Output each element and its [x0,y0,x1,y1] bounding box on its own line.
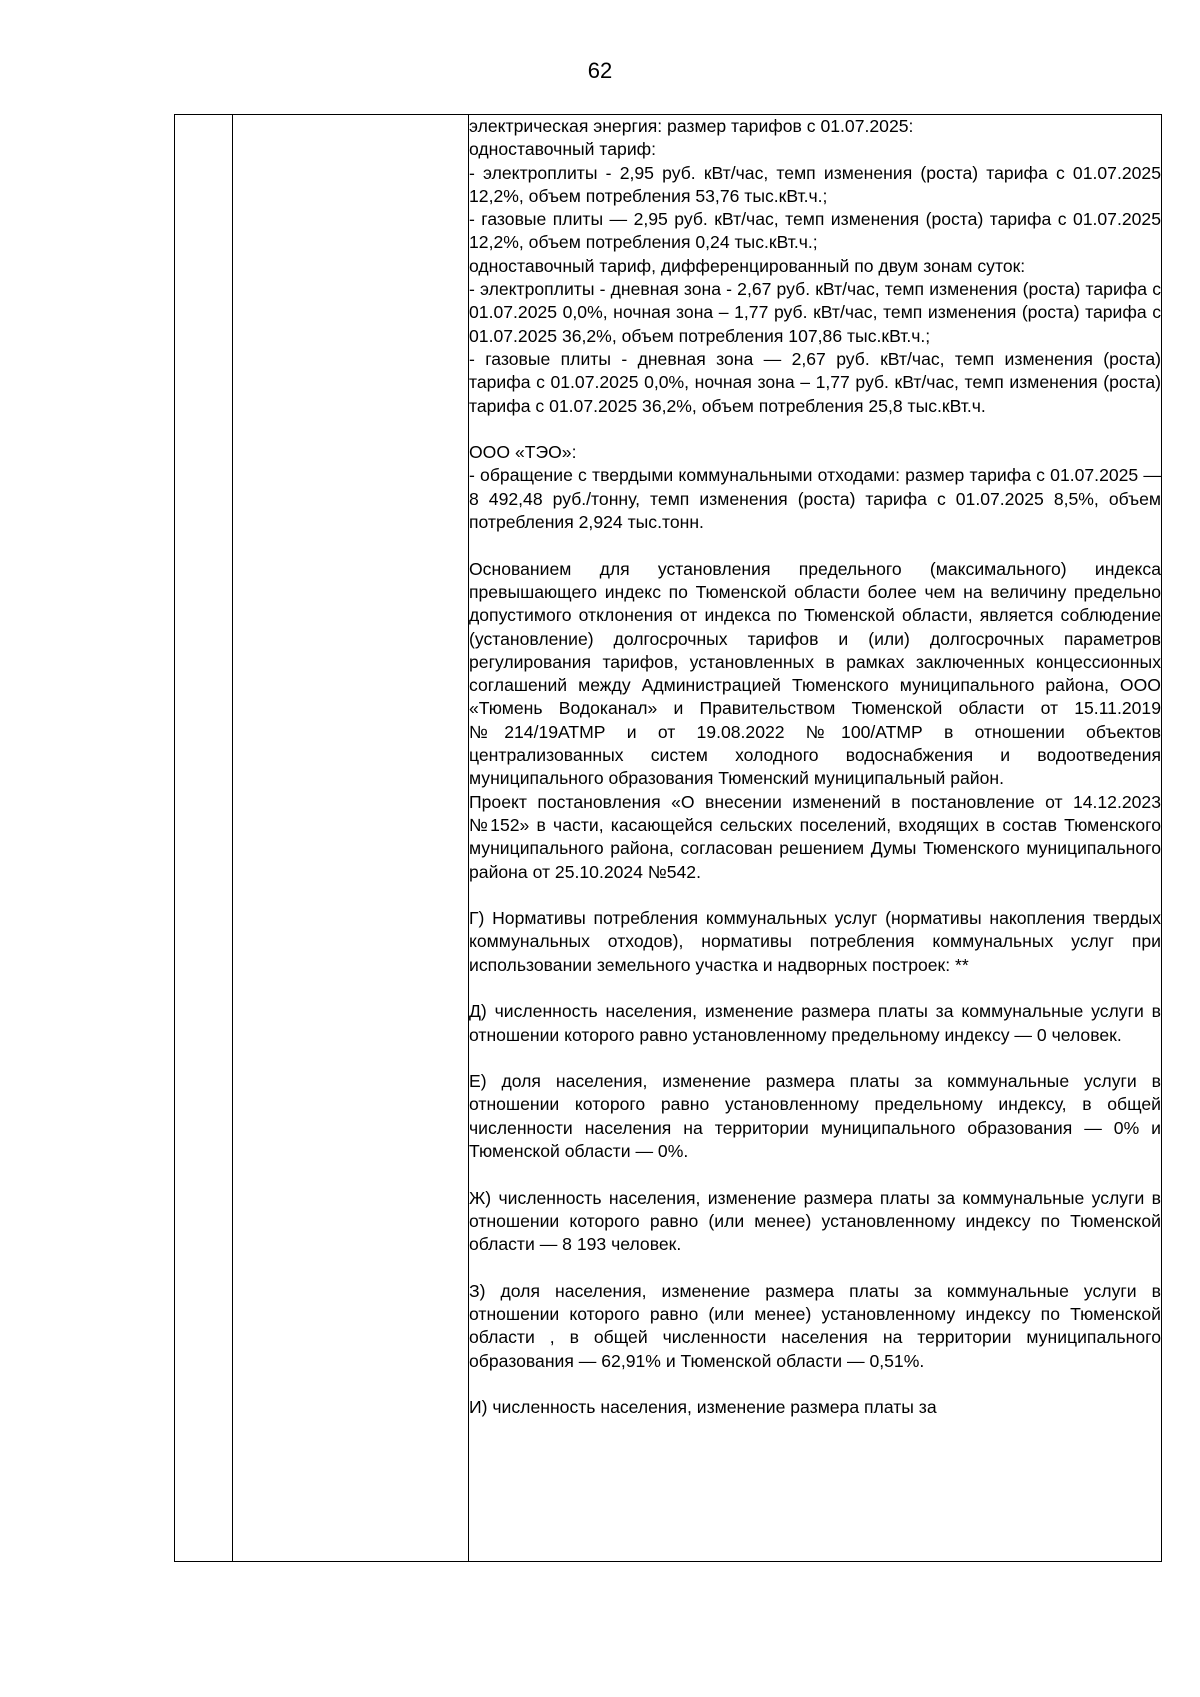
content-table [174,114,1162,1562]
text-paragraph: Д) численность населения, изменение размера платы за коммунальные услуги в отношении которого равно установленному предельному индексу — 0 человек. [469,1001,1161,1045]
description-cell [469,115,1162,1562]
text-paragraph: одноставочный тариф, дифференцированный по двум зонам суток: [469,255,1026,276]
text-paragraph: ООО «ТЭО»: [469,442,577,463]
text-paragraph: Проект постановления «О внесении изменений в постановление от 14.12.2023 №152» в части, касающейся сельских поселений, входящих в состав Тюменского муниципального района, согласован решением Думы Тюменского муниципального района от 25.10.2024 №542. [469,791,1161,882]
description-text [469,115,1161,1420]
name-cell [233,115,469,1562]
text-paragraph: З) доля населения, изменение размера платы за коммунальные услуги в отношении которого равно (или менее) установленному индексу по Тюменской области , в общей численности населения на территории муниципального образования — 62,91% и Тюменской области — 0,51%. [469,1280,1161,1371]
text-paragraph: Е) доля населения, изменение размера платы за коммунальные услуги в отношении которого равно установленному предельному индексу, в общей численности населения на территории муниципального образования — 0% и Тюменской области — 0%. [469,1071,1161,1162]
text-paragraph: - газовые плиты - дневная зона — 2,67 руб. кВт/час, темп изменения (роста) тарифа с 01.07.2025 0,0%, ночная зона – 1,77 руб. кВт/час, темп изменения (роста) тарифа с 01.07.2025 36,2%, объем потребления 25,8 тыс.кВт.ч. [469,348,1161,416]
text-paragraph: - газовые плиты — 2,95 руб. кВт/час, темп изменения (роста) тарифа с 01.07.2025 12,2%, объем потребления 0,24 тыс.кВт.ч.; [469,209,1161,253]
number-cell [175,115,233,1562]
text-paragraph: - обращение с твердыми коммунальными отходами: размер тарифа с 01.07.2025 — 8 492,48 руб./тонну, темп изменения (роста) тарифа с 01.07.2025 8,5%, объем потребления 2,924 тыс.тонн. [469,465,1161,533]
text-paragraph: одноставочный тариф: [469,139,657,160]
text-paragraph: электрическая энергия: размер тарифов с 01.07.2025: [469,116,914,136]
page-number: 62 [587,58,613,83]
text-paragraph: Основанием для установления предельного (максимального) индекса превышающего индекс по Тюменской области более чем на величину предельно допустимого отклонения от индекса по Тюменской области, является соблюдение (установление) долгосрочных тарифов и (или) долгосрочных параметров регулирования тарифов, установленных в рамках заключенных концессионных соглашений между Администрацией Тюменского муниципального района, ООО «Тюмень Водоканал» и Правительством Тюменской области от 15.11.2019 №214/19АТМР и от 19.08.2022 №100/АТМР в отношении объектов централизованных систем холодного водоснабжения и водоотведения муниципального образования Тюменский муниципальный район. [469,558,1161,789]
text-paragraph: И) численность населения, изменение размера платы за [469,1397,937,1418]
table-row [175,115,1162,1562]
text-paragraph: - электроплиты - дневная зона - 2,67 руб. кВт/час, темп изменения (роста) тарифа с 01.07.2025 0,0%, ночная зона – 1,77 руб. кВт/час, темп изменения (роста) тарифа с 01.07.2025 36,2%, объем потребления 107,86 тыс.кВт.ч.; [469,279,1161,346]
text-paragraph: Ж) численность населения, изменение размера платы за коммунальные услуги в отношении которого равно (или менее) установленному индексу по Тюменской области — 8 193 человек. [469,1187,1161,1255]
text-paragraph: Г) Нормативы потребления коммунальных услуг (нормативы накопления твердых коммунальных отходов), нормативы потребления коммунальных услуг при использовании земельного участка и надворных построек: ** [469,908,1161,975]
text-paragraph: - электроплиты - 2,95 руб. кВт/час, темп изменения (роста) тарифа с 01.07.2025 12,2%, объем потребления 53,76 тыс.кВт.ч.; [469,162,1161,206]
